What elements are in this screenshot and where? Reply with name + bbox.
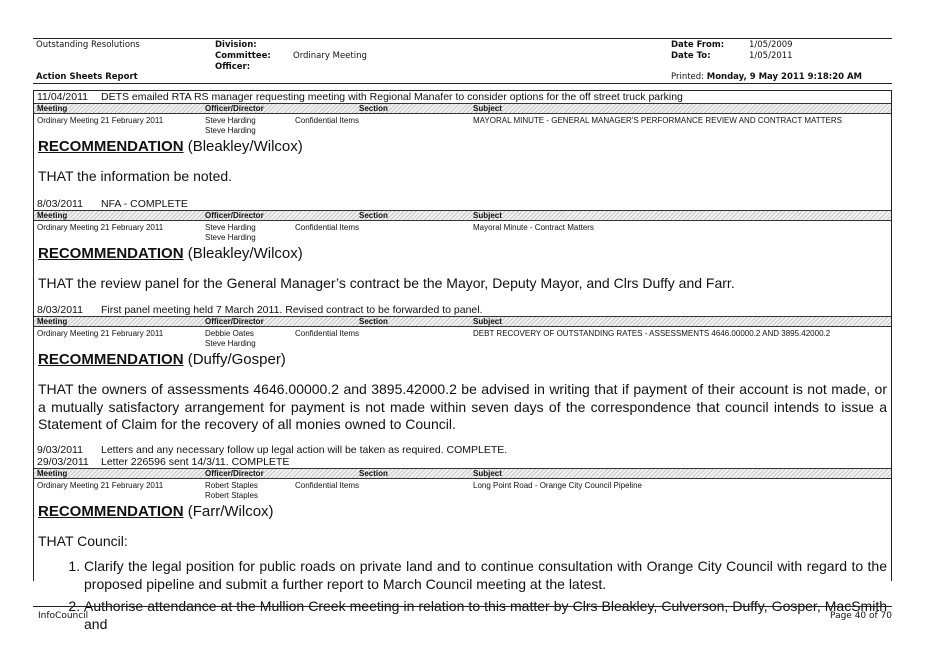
list-item: 2. Authorise attendance at the Mullion Creek meeting in relation to this matter by Clrs Bleakley, Culverson, Duffy, Gosper, MacSmith and: [84, 598, 887, 633]
recommendation-heading: [34, 351, 891, 369]
col-meeting: Meeting: [37, 468, 68, 478]
footer-brand: InfoCouncil: [38, 611, 89, 621]
list-item: 1. Clarify the legal position for public roads on private land and to continue consultation with Orange City Council with regard to the proposed pipeline and submit a further report to March Council meeting at the latest.: [84, 558, 887, 593]
col-section: Section: [359, 317, 388, 326]
col-subject: Subject: [473, 468, 502, 478]
recommendation-label: RECOMMENDATION: [38, 351, 184, 368]
officer-cell: [205, 223, 256, 243]
officer-name: Robert Staples: [205, 480, 258, 490]
resolution-item: [34, 316, 891, 468]
recommendation-body: THAT the review panel for the General Manager’s contract be the Mayor, Deputy Mayor, and Clrs Duffy and Farr.: [38, 274, 735, 291]
note-date: 11/04/2011: [37, 91, 88, 103]
col-officer: Officer/Director: [205, 317, 264, 326]
note-date: 9/03/2011: [37, 443, 83, 456]
col-meeting: Meeting: [37, 104, 68, 113]
col-section: Section: [359, 210, 388, 220]
col-officer: Officer/Director: [205, 104, 264, 113]
action-note: [34, 91, 891, 103]
note-date: 8/03/2011: [37, 197, 83, 210]
subject-cell: DEBT RECOVERY OF OUTSTANDING RATES - ASSESSMENTS 4646.00000.2 AND 3895.42000.2: [473, 329, 831, 338]
meeting-cell: Ordinary Meeting 21 February 2011: [37, 222, 164, 232]
table-header-row: [34, 468, 891, 479]
table-row: [34, 479, 891, 502]
action-note: [34, 304, 891, 316]
subject-cell: Mayoral Minute - Contract Matters: [473, 222, 594, 232]
meeting-cell: Ordinary Meeting 21 February 2011: [37, 480, 164, 490]
note-date: 8/03/2011: [37, 304, 83, 316]
date-from-value: 1/05/2009: [749, 40, 793, 50]
note-text: First panel meeting held 7 March 2011. Revised contract to be forwarded to panel.: [101, 304, 483, 316]
officer-label: Officer:: [215, 62, 251, 72]
report-title: Outstanding Resolutions: [36, 40, 140, 50]
recommendation-body: THAT Council:: [38, 532, 128, 549]
table-header-row: [34, 316, 891, 327]
recommendation-body: THAT the information be noted.: [38, 168, 233, 184]
director-name: Steve Harding: [205, 126, 256, 135]
action-note: [34, 444, 891, 456]
action-note: [34, 198, 891, 210]
division-label: Division:: [215, 40, 257, 50]
col-subject: Subject: [473, 210, 502, 220]
col-subject: Subject: [473, 104, 502, 113]
officer-name: Steve Harding: [205, 116, 256, 125]
committee-label: Committee:: [215, 51, 271, 61]
recommendation-movers: (Farr/Wilcox): [187, 502, 274, 520]
recommendation-heading: [34, 245, 891, 263]
note-date: 29/03/2011: [37, 455, 89, 468]
page-footer: [33, 606, 892, 621]
printed-stamp: [671, 72, 862, 83]
table-header-row: [34, 210, 891, 221]
recommendation-heading: [34, 138, 891, 156]
col-subject: Subject: [473, 317, 502, 326]
date-from-label: Date From:: [671, 40, 725, 50]
committee-value: Ordinary Meeting: [293, 51, 367, 61]
resolution-item: [34, 468, 891, 634]
recommendation-heading: [34, 503, 891, 521]
officer-name: Steve Harding: [205, 222, 256, 232]
recommendation-movers: (Bleakley/Wilcox): [187, 138, 303, 155]
meeting-cell: Ordinary Meeting 21 February 2011: [37, 116, 164, 125]
director-name: Steve Harding: [205, 339, 256, 348]
table-row: [34, 327, 891, 350]
officer-name: Debbie Oates: [205, 329, 254, 338]
recommendation-movers: (Duffy/Gosper): [187, 351, 286, 368]
table-row: [34, 221, 891, 244]
resolution-item: [34, 103, 891, 210]
director-name: Steve Harding: [205, 232, 256, 242]
section-cell: Confidential Items: [295, 116, 360, 125]
note-text: Letter 226596 sent 14/3/11. COMPLETE: [101, 455, 290, 468]
section-cell: Confidential Items: [295, 329, 360, 338]
recommendation-list: [34, 558, 891, 633]
section-cell: Confidential Items: [295, 222, 360, 232]
table-row: [34, 114, 891, 137]
date-to-label: Date To:: [671, 51, 711, 61]
officer-cell: [205, 116, 256, 136]
col-section: Section: [359, 468, 388, 478]
director-name: Robert Staples: [205, 490, 258, 500]
col-officer: Officer/Director: [205, 468, 264, 478]
col-meeting: Meeting: [37, 210, 68, 220]
date-to-value: 1/05/2011: [749, 51, 793, 61]
recommendation-body: THAT the owners of assessments 4646.00000.2 and 3895.42000.2 be advised in writing that if payment of their account is not made, or a mutually satisfactory arrangement for payment is not made within seven days of the correspondence that council intends to issue a Statement of Claim for the recovery of all monies owned to Council.: [38, 381, 887, 432]
meeting-cell: Ordinary Meeting 21 February 2011: [37, 329, 164, 338]
action-note: [34, 456, 891, 468]
note-text: NFA - COMPLETE: [101, 197, 188, 210]
resolution-item: [34, 210, 891, 317]
note-text: Letters and any necessary follow up legal action will be taken as required. COMPLETE.: [101, 443, 508, 456]
sheet-title: Action Sheets Report: [36, 72, 138, 82]
officer-cell: [205, 481, 258, 501]
officer-cell: [205, 329, 256, 349]
col-meeting: Meeting: [37, 317, 68, 326]
section-cell: Confidential Items: [295, 480, 360, 490]
note-text: DETS emailed RTA RS manager requesting meeting with Regional Manafer to consider options for the off street truck parking: [101, 91, 683, 103]
page-number: Page 40 of 70: [830, 611, 892, 621]
col-officer: Officer/Director: [205, 210, 264, 220]
col-section: Section: [359, 104, 388, 113]
printed-value: Monday, 9 May 2011 9:18:20 AM: [706, 72, 863, 82]
report-header: [33, 38, 892, 84]
table-header-row: [34, 103, 891, 114]
recommendation-label: RECOMMENDATION: [38, 138, 184, 155]
recommendation-movers: (Bleakley/Wilcox): [187, 244, 303, 262]
recommendation-label: RECOMMENDATION: [38, 244, 184, 262]
subject-cell: MAYORAL MINUTE - GENERAL MANAGER'S PERFORMANCE REVIEW AND CONTRACT MATTERS: [473, 116, 842, 125]
subject-cell: Long Point Road - Orange City Council Pipeline: [473, 480, 642, 490]
recommendation-label: RECOMMENDATION: [38, 502, 184, 520]
printed-label: Printed:: [671, 72, 705, 82]
